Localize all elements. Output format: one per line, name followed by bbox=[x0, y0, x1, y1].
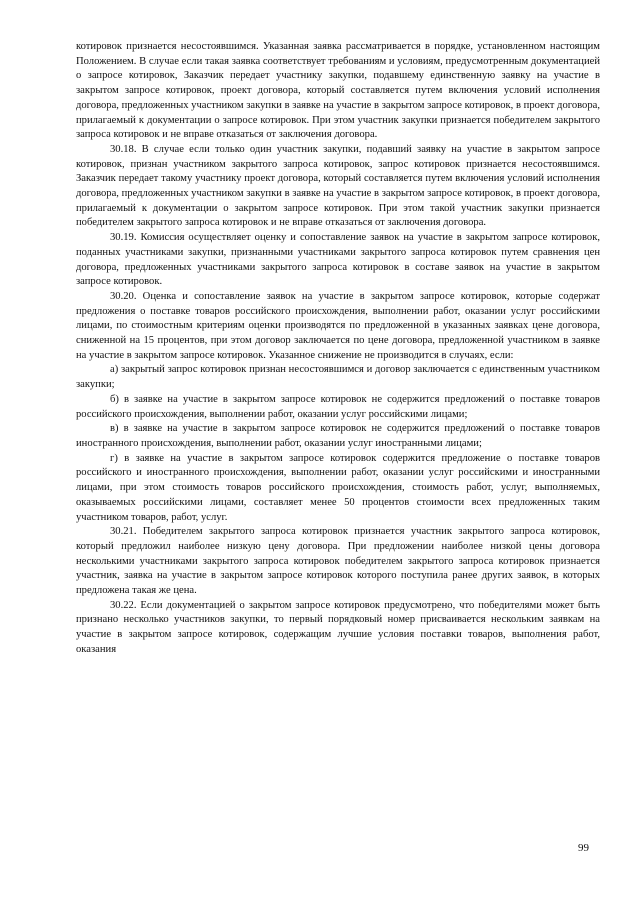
paragraph-30-20: 30.20. Оценка и сопоставление заявок на участие в закрытом запросе котировок, которые содержат предложения о поставке товаров российского происхождения, выполнении работ, оказании услуг российскими лицами, по стоимостным критериям оценки производятся по предложенной в указанных заявках цене договора, сниженной на 15 процентов, при этом договор заключается по цене договора, предложенной участником в заявке на участие в закрытом запросе котировок. Указанное снижение не производится в случаях, если: bbox=[76, 290, 600, 361]
page-number: 99 bbox=[578, 842, 589, 854]
document-body bbox=[76, 40, 600, 658]
paragraph-30-22: 30.22. Если документацией о закрытом запросе котировок предусмотрено, что победителями может быть признано несколько участников закупки, то первый порядковый номер присваивается нескольким заявкам на участие в закрытом запросе котировок, содержащим лучшие условия поставки товаров, выполнения работ, оказания bbox=[76, 599, 600, 655]
list-item-g: г) в заявке на участие в закрытом запросе котировок содержится предложение о поставке товаров российского и иностранного происхождения, выполнении работ, оказании услуг российскими и иностранными лицами, при этом стоимость товаров российского происхождения, стоимость работ, услуг, выполняемых, оказываемых российскими лицами, составляет менее 50 процентов стоимости всех предложенных таким участником товаров, работ, услуг. bbox=[76, 452, 600, 523]
list-item-a: а) закрытый запрос котировок признан несостоявшимся и договор заключается с единственным участником закупки; bbox=[76, 364, 600, 391]
paragraph-30-21: 30.21. Победителем закрытого запроса котировок признается участник закрытого запроса котировок, который предложил наиболее низкую цену договора. При предложении наиболее низкой цены договора несколькими участниками закрытого запроса котировок победителем закрытого запроса котировок признается участник, заявка на участие в закрытом запросе котировок которого поступила ранее других заявок, в которых предложена такая же цена. bbox=[76, 526, 600, 597]
paragraph-30-18: 30.18. В случае если только один участник закупки, подавший заявку на участие в закрытом запросе котировок, признан участником закрытого запроса котировок, запрос котировок признается несостоявшимся. Заказчик передает такому участнику проект договора, который составляется путем включения условий исполнения договора, предложенных участником закупки в заявке на участие в закрытом запросе котировок, в проект договора, прилагаемый к документации о закрытом запросе котировок. При этом такой участник закупки признается победителем закрытого запроса котировок и не вправе отказаться от заключения договора. bbox=[76, 143, 600, 229]
list-item-b: б) в заявке на участие в закрытом запросе котировок не содержится предложений о поставке товаров российского происхождения, выполнении работ, оказании услуг российскими лицами; bbox=[76, 393, 600, 420]
list-item-v: в) в заявке на участие в закрытом запросе котировок не содержится предложений о поставке товаров иностранного происхождения, выполнении работ, оказании услуг иностранными лицами; bbox=[76, 423, 600, 449]
paragraph-continuation: котировок признается несостоявшимся. Указанная заявка рассматривается в порядке, установленном настоящим Положением. В случае если такая заявка соответствует требованиям и условиям, предусмотренным документацией о запросе котировок, Заказчик передает участнику закупки, подавшему единственную заявку на участие в закрытом запросе котировок, проект договора, который составляется путем включения условий исполнения договора, предложенных участником закупки в заявке на участие в закрытом запросе котировок, в проект договора, прилагаемый к документации о запросе котировок. При этом участник закупки признается победителем закрытого запроса котировок и не вправе отказаться от заключения договора. bbox=[76, 41, 600, 141]
paragraph-30-19: 30.19. Комиссия осуществляет оценку и сопоставление заявок на участие в закрытом запросе котировок, поданных участниками закупки, признанными участниками закрытого запроса котировок путем сравнения цен договора, предложенных участниками закрытого запроса котировок в составе заявок на участие в закрытом запросе котировок. bbox=[76, 232, 600, 288]
